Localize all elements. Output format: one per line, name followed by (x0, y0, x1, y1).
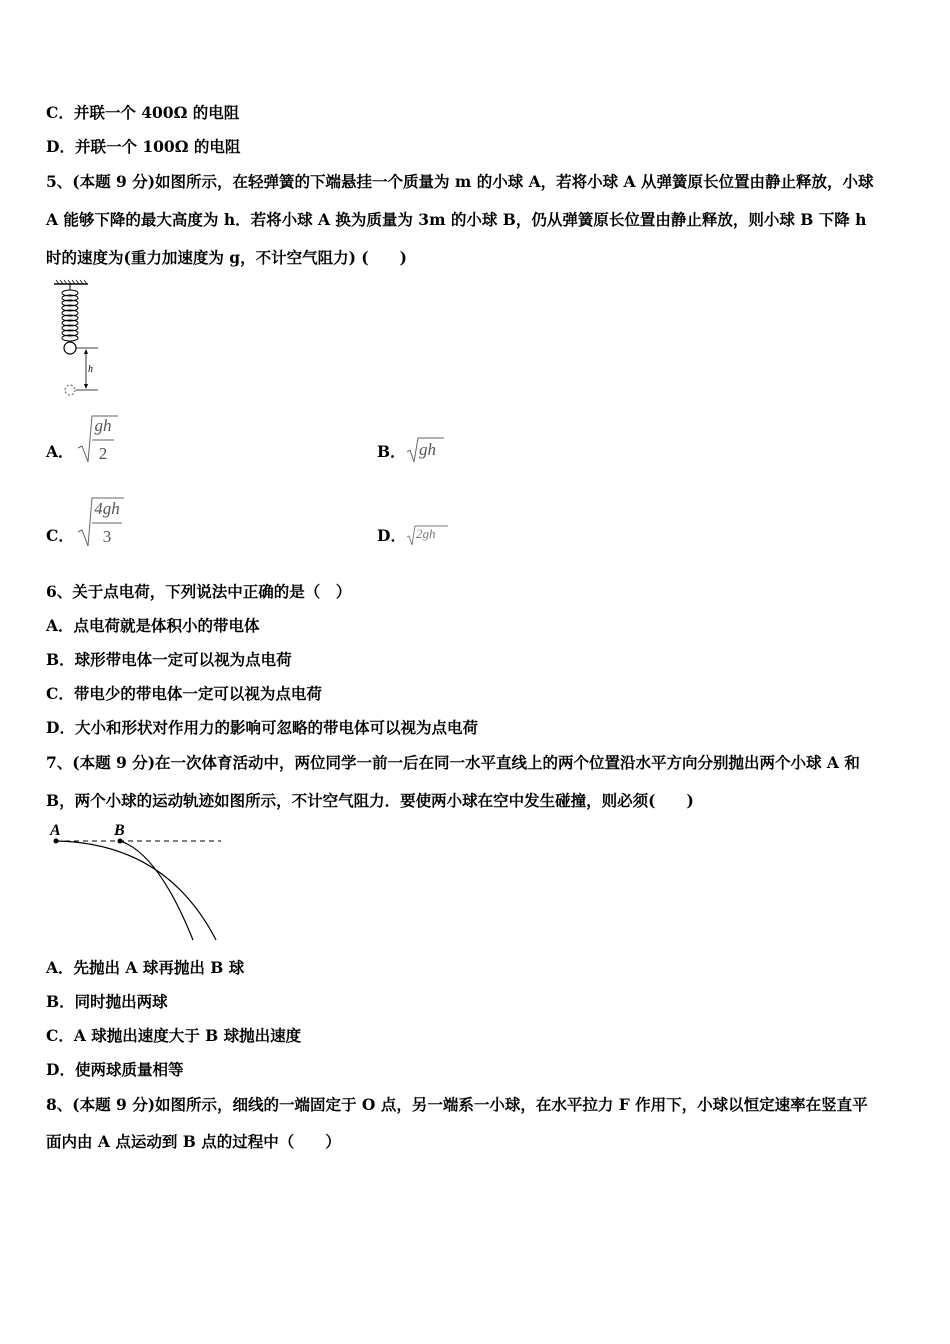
q6-stem: 6、关于点电荷，下列说法中正确的是（ ） (46, 582, 352, 601)
q7-option-b: B．同时抛出两球 (46, 992, 168, 1011)
spring-figure (48, 280, 108, 400)
spring-h-label: h (88, 364, 93, 375)
q5-option-a-label: A． (46, 442, 74, 461)
q7-stem-line1: 7、(本题 9 分)在一次体育活动中，两位同学一前一后在同一水平直线上的两个位置沿水平方向分别抛出两个小球 A 和 (46, 753, 860, 772)
q8-stem-line2: 面内由 A 点运动到 B 点的过程中（ ） (46, 1132, 341, 1151)
q5-option-b-label: B． (377, 442, 406, 461)
q6-option-c: C．带电少的带电体一定可以视为点电荷 (46, 684, 322, 703)
trajectory-figure (46, 818, 226, 944)
q5-option-d-expr: 2gh (416, 526, 436, 541)
q6-option-d: D．大小和形状对作用力的影响可忽略的带电体可以视为点电荷 (46, 718, 478, 737)
q5-option-c-numerator: 4gh (94, 499, 120, 518)
q5-stem-line2: A 能够下降的最大高度为 h．若将小球 A 换为质量为 3m 的小球 B，仍从弹簧原长位置由静止释放，则小球 B 下降 h (46, 210, 867, 229)
q7-stem-line2: B，两个小球的运动轨迹如图所示，不计空气阻力．要使两小球在空中发生碰撞，则必须( ) (46, 791, 694, 810)
q5-option-b-expr: gh (419, 440, 436, 459)
trajectory-label-b: B (114, 822, 125, 839)
q5-option-a-denominator: 2 (98, 444, 108, 463)
q7-option-c: C．A 球抛出速度大于 B 球抛出速度 (46, 1026, 302, 1045)
q7-option-d: D．使两球质量相等 (46, 1060, 184, 1079)
q4-option-c: C．并联一个 400Ω 的电阻 (46, 103, 240, 122)
q5-option-d-label: D． (377, 526, 406, 545)
trajectory-label-a: A (50, 822, 61, 839)
q5-option-c-label: C． (46, 526, 74, 545)
q5-stem-line3: 时的速度为(重力加速度为 g，不计空气阻力) ( ) (46, 248, 407, 267)
q6-option-b: B．球形带电体一定可以视为点电荷 (46, 650, 292, 669)
q6-option-a: A．点电荷就是体积小的带电体 (46, 616, 260, 635)
q4-option-d: D．并联一个 100Ω 的电阻 (46, 137, 241, 156)
q5-option-c-denominator: 3 (102, 527, 112, 546)
q7-option-a: A．先抛出 A 球再抛出 B 球 (46, 958, 245, 977)
q5-stem-line1: 5、(本题 9 分)如图所示，在轻弹簧的下端悬挂一个质量为 m 的小球 A，若将小球 A 从弹簧原长位置由静止释放，小球 (46, 172, 874, 191)
q5-option-a-numerator: gh (94, 416, 112, 435)
q8-stem-line1: 8、(本题 9 分)如图所示，细线的一端固定于 O 点，另一端系一小球，在水平拉力 F 作用下，小球以恒定速率在竖直平 (46, 1095, 868, 1114)
